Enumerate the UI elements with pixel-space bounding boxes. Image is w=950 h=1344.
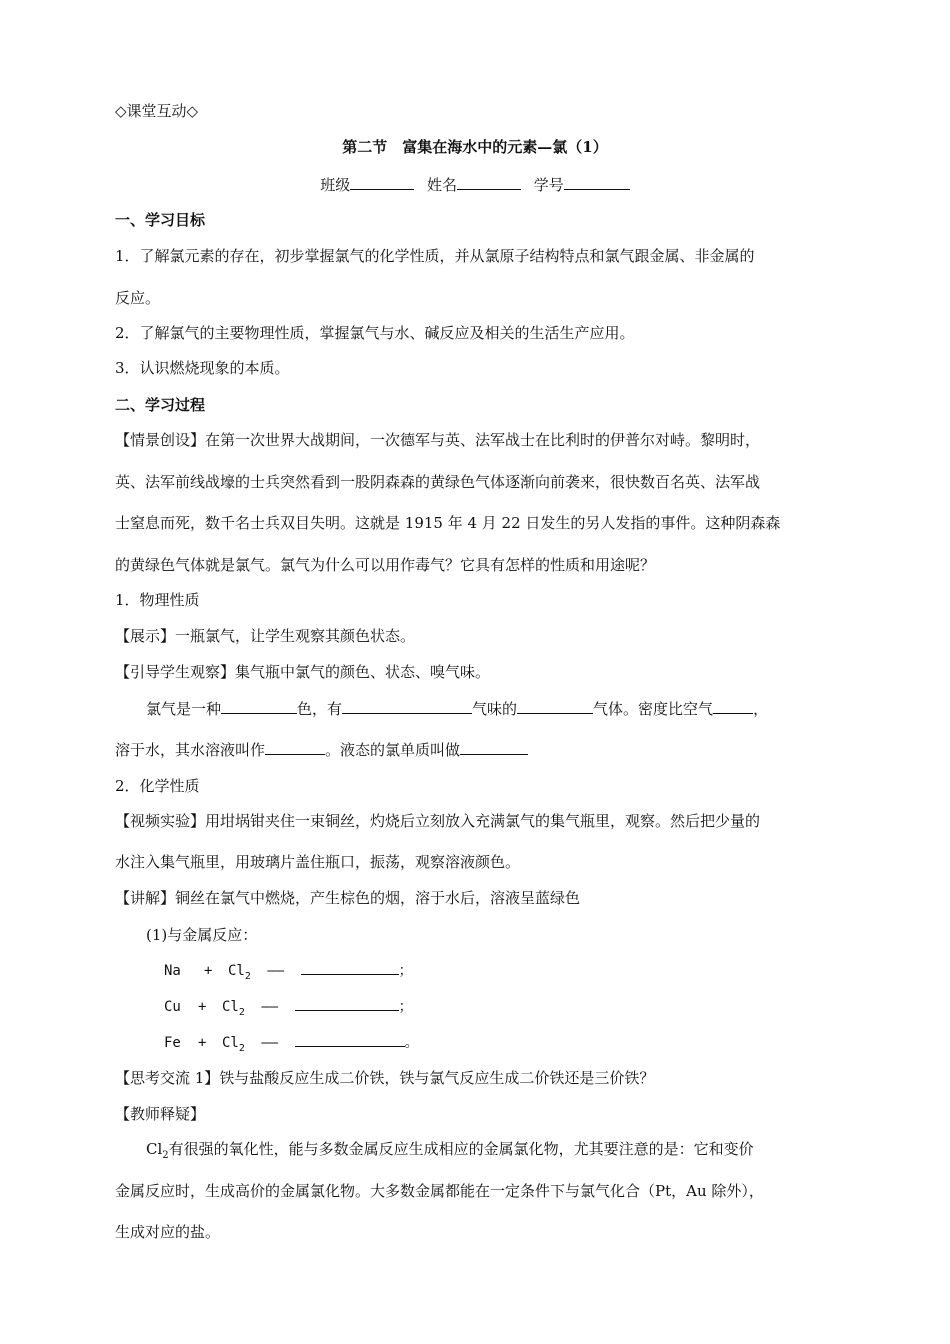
objective-3: 3．认识燃烧现象的本质。 (115, 359, 290, 377)
guide-text: 【引导学生观察】集气瓶中氯气的颜色、状态、嗅气味。 (115, 663, 491, 681)
video-line-2: 水注入集气瓶里，用玻璃片盖住瓶口，振荡，观察溶液颜色。 (115, 853, 521, 871)
name-label: 姓名 (426, 176, 457, 194)
cu-product-blank[interactable] (295, 996, 399, 1011)
explain-para-3: 生成对应的盐。 (115, 1223, 221, 1241)
fe-product-blank[interactable] (295, 1032, 405, 1047)
physical-properties-heading: 1．物理性质 (115, 591, 200, 609)
name-blank[interactable] (457, 175, 521, 190)
heading-process: 二、学习过程 (115, 396, 206, 414)
scenario-line-4: 的黄绿色气体就是氯气。氯气为什么可以用作毒气？它具有怎样的性质和用途呢？ (115, 556, 656, 574)
liquid-name-blank[interactable] (460, 740, 528, 755)
fill-line-1: 氯气是一种 色，有 气味的 气体。密度比空气 ， (146, 700, 769, 718)
state-blank[interactable] (517, 699, 593, 714)
heading-objectives: 一、学习目标 (115, 211, 206, 229)
scenario-line-3: 士窒息而死，数千名士兵双目失明。这就是 1915 年 4 月 22 日发生的另人发指的事件。这种阴森森 (115, 514, 781, 532)
fill-line-2: 溶于水，其水溶液叫作 。液态的氯单质叫做 (115, 740, 528, 760)
class-blank[interactable] (350, 175, 414, 190)
chemical-properties-heading: 2．化学性质 (115, 777, 200, 795)
equation-fe: $Fe + Cl_2$ —— 。 (164, 1032, 419, 1059)
smell-blank[interactable] (342, 699, 472, 714)
scenario-line-2: 英、法军前线战壕的士兵突然看到一股阴森森的黄绿色气体逐渐向前袭来，很快数百名英、法军战 (115, 473, 761, 491)
density-blank[interactable] (713, 699, 753, 714)
student-info-form (0, 175, 950, 195)
color-blank[interactable] (221, 699, 297, 714)
show-text: 【展示】一瓶氯气，让学生观察其颜色状态。 (115, 627, 416, 645)
id-blank[interactable] (564, 175, 630, 190)
explain-para-2: 金属反应时，生成高价的金属氯化物。大多数金属都能在一定条件下与氯气化合（Pt，Au 除外）， (115, 1182, 764, 1200)
page-title: 第二节 富集在海水中的元素—氯（1） (342, 138, 608, 156)
scenario-line-1: 【情景创设】在第一次世界大战期间，一次德军与英、法军战士在比利时的伊普尔对峙。黎明时， (115, 431, 761, 449)
id-label: 学号 (533, 176, 564, 194)
think-exchange: 【思考交流 1】铁与盐酸反应生成二价铁，铁与氯气反应生成二价铁还是三价铁？ (115, 1069, 655, 1087)
section-tag: ◇课堂互动◇ (115, 102, 199, 120)
equation-cu: $Cu + Cl_2$ —— ； (164, 996, 413, 1023)
video-line-1: 【视频实验】用坩埚钳夹住一束铜丝，灼烧后立刻放入充满氯气的集气瓶里，观察。然后把少量的 (115, 812, 761, 830)
metal-reaction-heading: (1)与金属反应： (146, 926, 258, 944)
explain-para-1: $Cl_2$有很强的氧化性，能与多数金属反应生成相应的金属氯化物，尤其要注意的是：它和变价 (146, 1140, 754, 1161)
solution-name-blank[interactable] (265, 740, 325, 755)
objective-2: 2．了解氯气的主要物理性质，掌握氯气与水、碱反应及相关的生活生产应用。 (115, 324, 635, 342)
na-product-blank[interactable] (301, 960, 399, 975)
equation-na: $Na + Cl_2$ —— ； (164, 960, 413, 987)
objective-1b: 反应。 (115, 289, 161, 307)
objective-1a: 1．了解氯元素的存在，初步掌握氯气的化学性质，并从氯原子结构特点和氯气跟金属、非金属的 (115, 247, 755, 265)
explain-text: 【讲解】铜丝在氯气中燃烧，产生棕色的烟，溶于水后，溶液呈蓝绿色 (115, 889, 581, 907)
teacher-explain-heading: 【教师释疑】 (115, 1105, 206, 1123)
class-label: 班级 (320, 176, 351, 194)
